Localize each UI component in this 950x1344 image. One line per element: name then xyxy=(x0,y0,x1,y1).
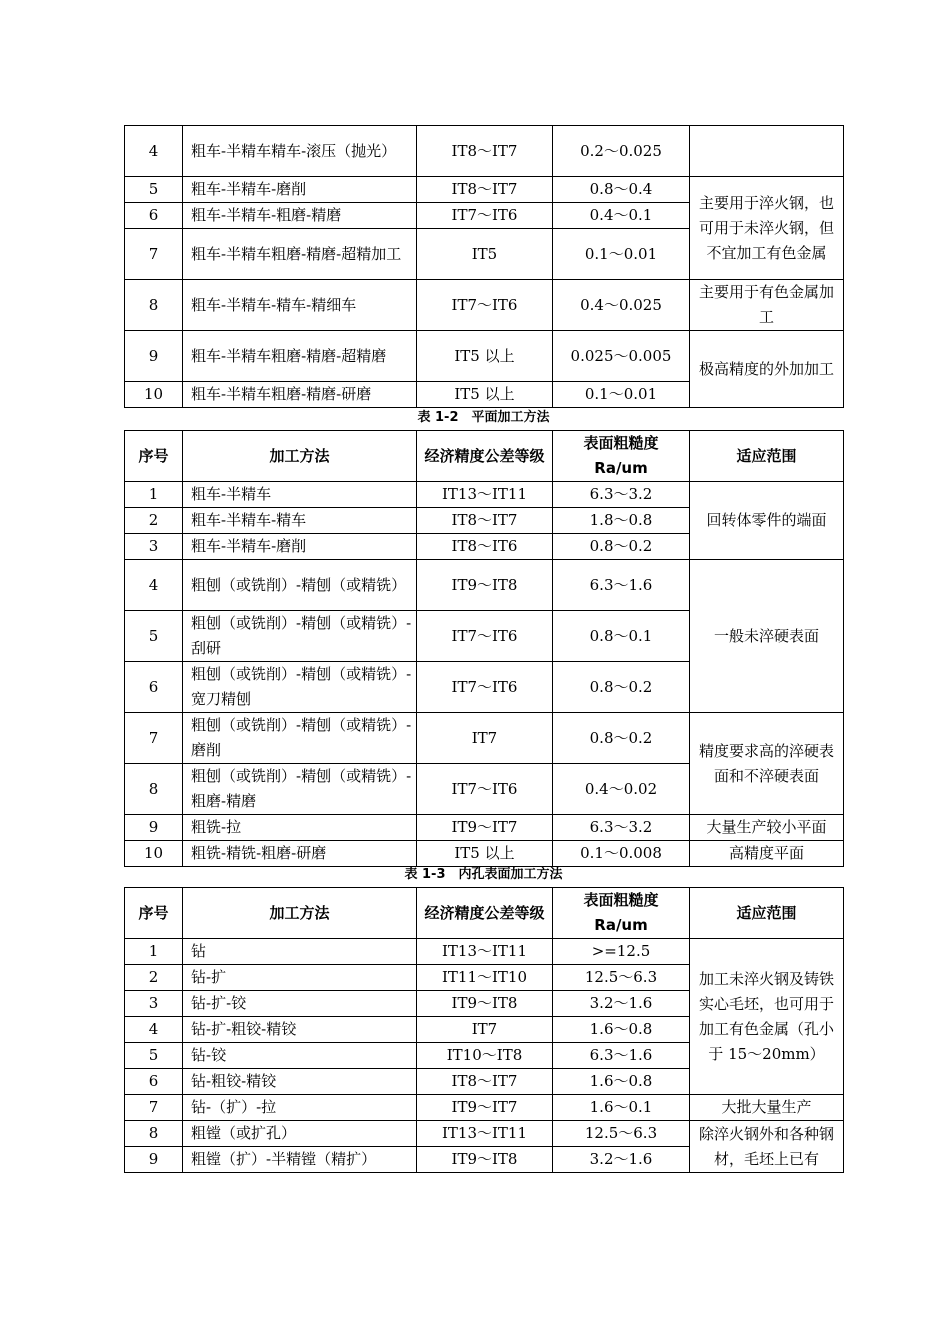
header-roughness: 表面粗糙度 Ra/um xyxy=(553,888,690,939)
roughness-cell: 12.5～6.3 xyxy=(553,965,690,991)
header-method: 加工方法 xyxy=(183,431,417,482)
grade-cell: IT5 以上 xyxy=(417,841,553,867)
table-row xyxy=(125,815,844,841)
row-number: 4 xyxy=(125,1017,183,1043)
scope-cell: 主要用于淬火钢，也可用于未淬火钢，但不宜加工有色金属 xyxy=(690,177,844,280)
method-cell: 粗镗（扩）-半精镗（精扩） xyxy=(183,1147,417,1173)
row-number: 10 xyxy=(125,841,183,867)
scope-cell: 高精度平面 xyxy=(690,841,844,867)
grade-cell: IT7～IT6 xyxy=(417,611,553,662)
row-number: 6 xyxy=(125,1069,183,1095)
roughness-cell: 0.1～0.008 xyxy=(553,841,690,867)
method-cell: 粗刨（或铣削）-精刨（或精铣）-刮研 xyxy=(183,611,417,662)
roughness-cell: 6.3～1.6 xyxy=(553,1043,690,1069)
roughness-cell: 0.4～0.025 xyxy=(553,280,690,331)
roughness-cell: 1.6～0.1 xyxy=(553,1095,690,1121)
table-row xyxy=(125,177,844,203)
method-cell: 粗刨（或铣削）-精刨（或精铣）-粗磨-精磨 xyxy=(183,764,417,815)
roughness-cell: 0.8～0.1 xyxy=(553,611,690,662)
method-cell: 粗车-半精车 xyxy=(183,482,417,508)
row-number: 9 xyxy=(125,815,183,841)
method-cell: 钻-扩 xyxy=(183,965,417,991)
row-number: 6 xyxy=(125,203,183,229)
scope-cell: 极高精度的外加加工 xyxy=(690,331,844,408)
grade-cell: IT5 以上 xyxy=(417,382,553,408)
method-cell: 粗车-半精车-精车-精细车 xyxy=(183,280,417,331)
method-cell: 粗车-半精车粗磨-精磨-研磨 xyxy=(183,382,417,408)
header-number: 序号 xyxy=(125,431,183,482)
scope-cell: 除淬火钢外和各种钢材，毛坯上已有 xyxy=(690,1121,844,1173)
method-cell: 钻-粗铰-精铰 xyxy=(183,1069,417,1095)
method-cell: 钻 xyxy=(183,939,417,965)
method-cell: 粗刨（或铣削）-精刨（或精铣）-磨削 xyxy=(183,713,417,764)
row-number: 2 xyxy=(125,508,183,534)
method-cell: 粗铣-精铣-粗磨-研磨 xyxy=(183,841,417,867)
grade-cell: IT8～IT7 xyxy=(417,1069,553,1095)
scope-cell xyxy=(690,126,844,177)
scope-cell: 精度要求高的淬硬表面和不淬硬表面 xyxy=(690,713,844,815)
scope-cell: 大量生产较小平面 xyxy=(690,815,844,841)
roughness-cell: 0.4～0.1 xyxy=(553,203,690,229)
roughness-cell: 6.3～3.2 xyxy=(553,815,690,841)
header-grade: 经济精度公差等级 xyxy=(417,888,553,939)
grade-cell: IT11～IT10 xyxy=(417,965,553,991)
grade-cell: IT13～IT11 xyxy=(417,939,553,965)
method-cell: 钻-扩-铰 xyxy=(183,991,417,1017)
table-row xyxy=(125,1095,844,1121)
method-cell: 钻-铰 xyxy=(183,1043,417,1069)
method-cell: 粗车-半精车-粗磨-精磨 xyxy=(183,203,417,229)
header-method: 加工方法 xyxy=(183,888,417,939)
roughness-cell: 0.025～0.005 xyxy=(553,331,690,382)
roughness-cell: 1.8～0.8 xyxy=(553,508,690,534)
row-number: 4 xyxy=(125,560,183,611)
roughness-cell: 3.2～1.6 xyxy=(553,1147,690,1173)
method-cell: 粗车-半精车-磨削 xyxy=(183,534,417,560)
header-roughness: 表面粗糙度 Ra/um xyxy=(553,431,690,482)
roughness-cell: >=12.5 xyxy=(553,939,690,965)
table-row xyxy=(125,841,844,867)
row-number: 1 xyxy=(125,939,183,965)
method-cell: 粗车-半精车精车-滚压（抛光） xyxy=(183,126,417,177)
grade-cell: IT8～IT7 xyxy=(417,177,553,203)
scope-cell: 大批大量生产 xyxy=(690,1095,844,1121)
table-3-inner-hole-machining xyxy=(124,887,844,1173)
roughness-cell: 3.2～1.6 xyxy=(553,991,690,1017)
grade-cell: IT8～IT7 xyxy=(417,126,553,177)
method-cell: 粗车-半精车粗磨-精磨-超精磨 xyxy=(183,331,417,382)
grade-cell: IT5 以上 xyxy=(417,331,553,382)
table-header-row xyxy=(125,888,844,939)
method-cell: 粗镗（或扩孔） xyxy=(183,1121,417,1147)
table-row xyxy=(125,939,844,965)
grade-cell: IT8～IT6 xyxy=(417,534,553,560)
row-number: 4 xyxy=(125,126,183,177)
grade-cell: IT7 xyxy=(417,1017,553,1043)
grade-cell: IT13～IT11 xyxy=(417,482,553,508)
method-cell: 粗刨（或铣削）-精刨（或精铣） xyxy=(183,560,417,611)
grade-cell: IT7～IT6 xyxy=(417,280,553,331)
table-row xyxy=(125,280,844,331)
method-cell: 钻-（扩）-拉 xyxy=(183,1095,417,1121)
table-row xyxy=(125,713,844,764)
method-cell: 钻-扩-粗铰-精铰 xyxy=(183,1017,417,1043)
row-number: 8 xyxy=(125,280,183,331)
method-cell: 粗铣-拉 xyxy=(183,815,417,841)
row-number: 5 xyxy=(125,177,183,203)
table-3-caption: 表 1-3 内孔表面加工方法 xyxy=(404,867,563,882)
roughness-cell: 12.5～6.3 xyxy=(553,1121,690,1147)
row-number: 8 xyxy=(125,1121,183,1147)
grade-cell: IT13～IT11 xyxy=(417,1121,553,1147)
grade-cell: IT9～IT8 xyxy=(417,991,553,1017)
roughness-cell: 0.8～0.2 xyxy=(553,534,690,560)
row-number: 5 xyxy=(125,1043,183,1069)
scope-cell: 主要用于有色金属加工 xyxy=(690,280,844,331)
table-header-row xyxy=(125,431,844,482)
grade-cell: IT9～IT7 xyxy=(417,1095,553,1121)
row-number: 2 xyxy=(125,965,183,991)
grade-cell: IT7～IT6 xyxy=(417,203,553,229)
scope-cell: 一般未淬硬表面 xyxy=(690,560,844,713)
scope-cell: 加工未淬火钢及铸铁实心毛坯，也可用于加工有色金属（孔小于 15～20mm） xyxy=(690,939,844,1095)
header-grade: 经济精度公差等级 xyxy=(417,431,553,482)
roughness-cell: 0.8～0.2 xyxy=(553,662,690,713)
table-2-plane-machining xyxy=(124,430,844,867)
grade-cell: IT10～IT8 xyxy=(417,1043,553,1069)
method-cell: 粗刨（或铣削）-精刨（或精铣）-宽刀精刨 xyxy=(183,662,417,713)
header-scope: 适应范围 xyxy=(690,431,844,482)
table-row xyxy=(125,331,844,382)
roughness-cell: 0.8～0.4 xyxy=(553,177,690,203)
row-number: 10 xyxy=(125,382,183,408)
method-cell: 粗车-半精车-磨削 xyxy=(183,177,417,203)
grade-cell: IT9～IT8 xyxy=(417,560,553,611)
header-scope: 适应范围 xyxy=(690,888,844,939)
grade-cell: IT5 xyxy=(417,229,553,280)
roughness-cell: 6.3～3.2 xyxy=(553,482,690,508)
method-cell: 粗车-半精车-精车 xyxy=(183,508,417,534)
roughness-cell: 0.8～0.2 xyxy=(553,713,690,764)
table-row xyxy=(125,560,844,611)
row-number: 3 xyxy=(125,534,183,560)
table-row xyxy=(125,1121,844,1147)
row-number: 9 xyxy=(125,331,183,382)
grade-cell: IT7～IT6 xyxy=(417,662,553,713)
row-number: 7 xyxy=(125,1095,183,1121)
row-number: 9 xyxy=(125,1147,183,1173)
header-number: 序号 xyxy=(125,888,183,939)
roughness-cell: 6.3～1.6 xyxy=(553,560,690,611)
grade-cell: IT9～IT8 xyxy=(417,1147,553,1173)
table-row xyxy=(125,482,844,508)
method-cell: 粗车-半精车粗磨-精磨-超精加工 xyxy=(183,229,417,280)
grade-cell: IT8～IT7 xyxy=(417,508,553,534)
grade-cell: IT7～IT6 xyxy=(417,764,553,815)
row-number: 8 xyxy=(125,764,183,815)
roughness-cell: 1.6～0.8 xyxy=(553,1017,690,1043)
roughness-cell: 0.1～0.01 xyxy=(553,229,690,280)
row-number: 1 xyxy=(125,482,183,508)
roughness-cell: 0.1～0.01 xyxy=(553,382,690,408)
row-number: 6 xyxy=(125,662,183,713)
scope-cell: 回转体零件的端面 xyxy=(690,482,844,560)
roughness-cell: 1.6～0.8 xyxy=(553,1069,690,1095)
roughness-cell: 0.4～0.02 xyxy=(553,764,690,815)
roughness-cell: 0.2～0.025 xyxy=(553,126,690,177)
table-row xyxy=(125,126,844,177)
grade-cell: IT7 xyxy=(417,713,553,764)
row-number: 3 xyxy=(125,991,183,1017)
row-number: 7 xyxy=(125,229,183,280)
table-1-continuation xyxy=(124,125,844,408)
row-number: 7 xyxy=(125,713,183,764)
grade-cell: IT9～IT7 xyxy=(417,815,553,841)
table-2-caption: 表 1-2 平面加工方法 xyxy=(417,410,550,425)
row-number: 5 xyxy=(125,611,183,662)
